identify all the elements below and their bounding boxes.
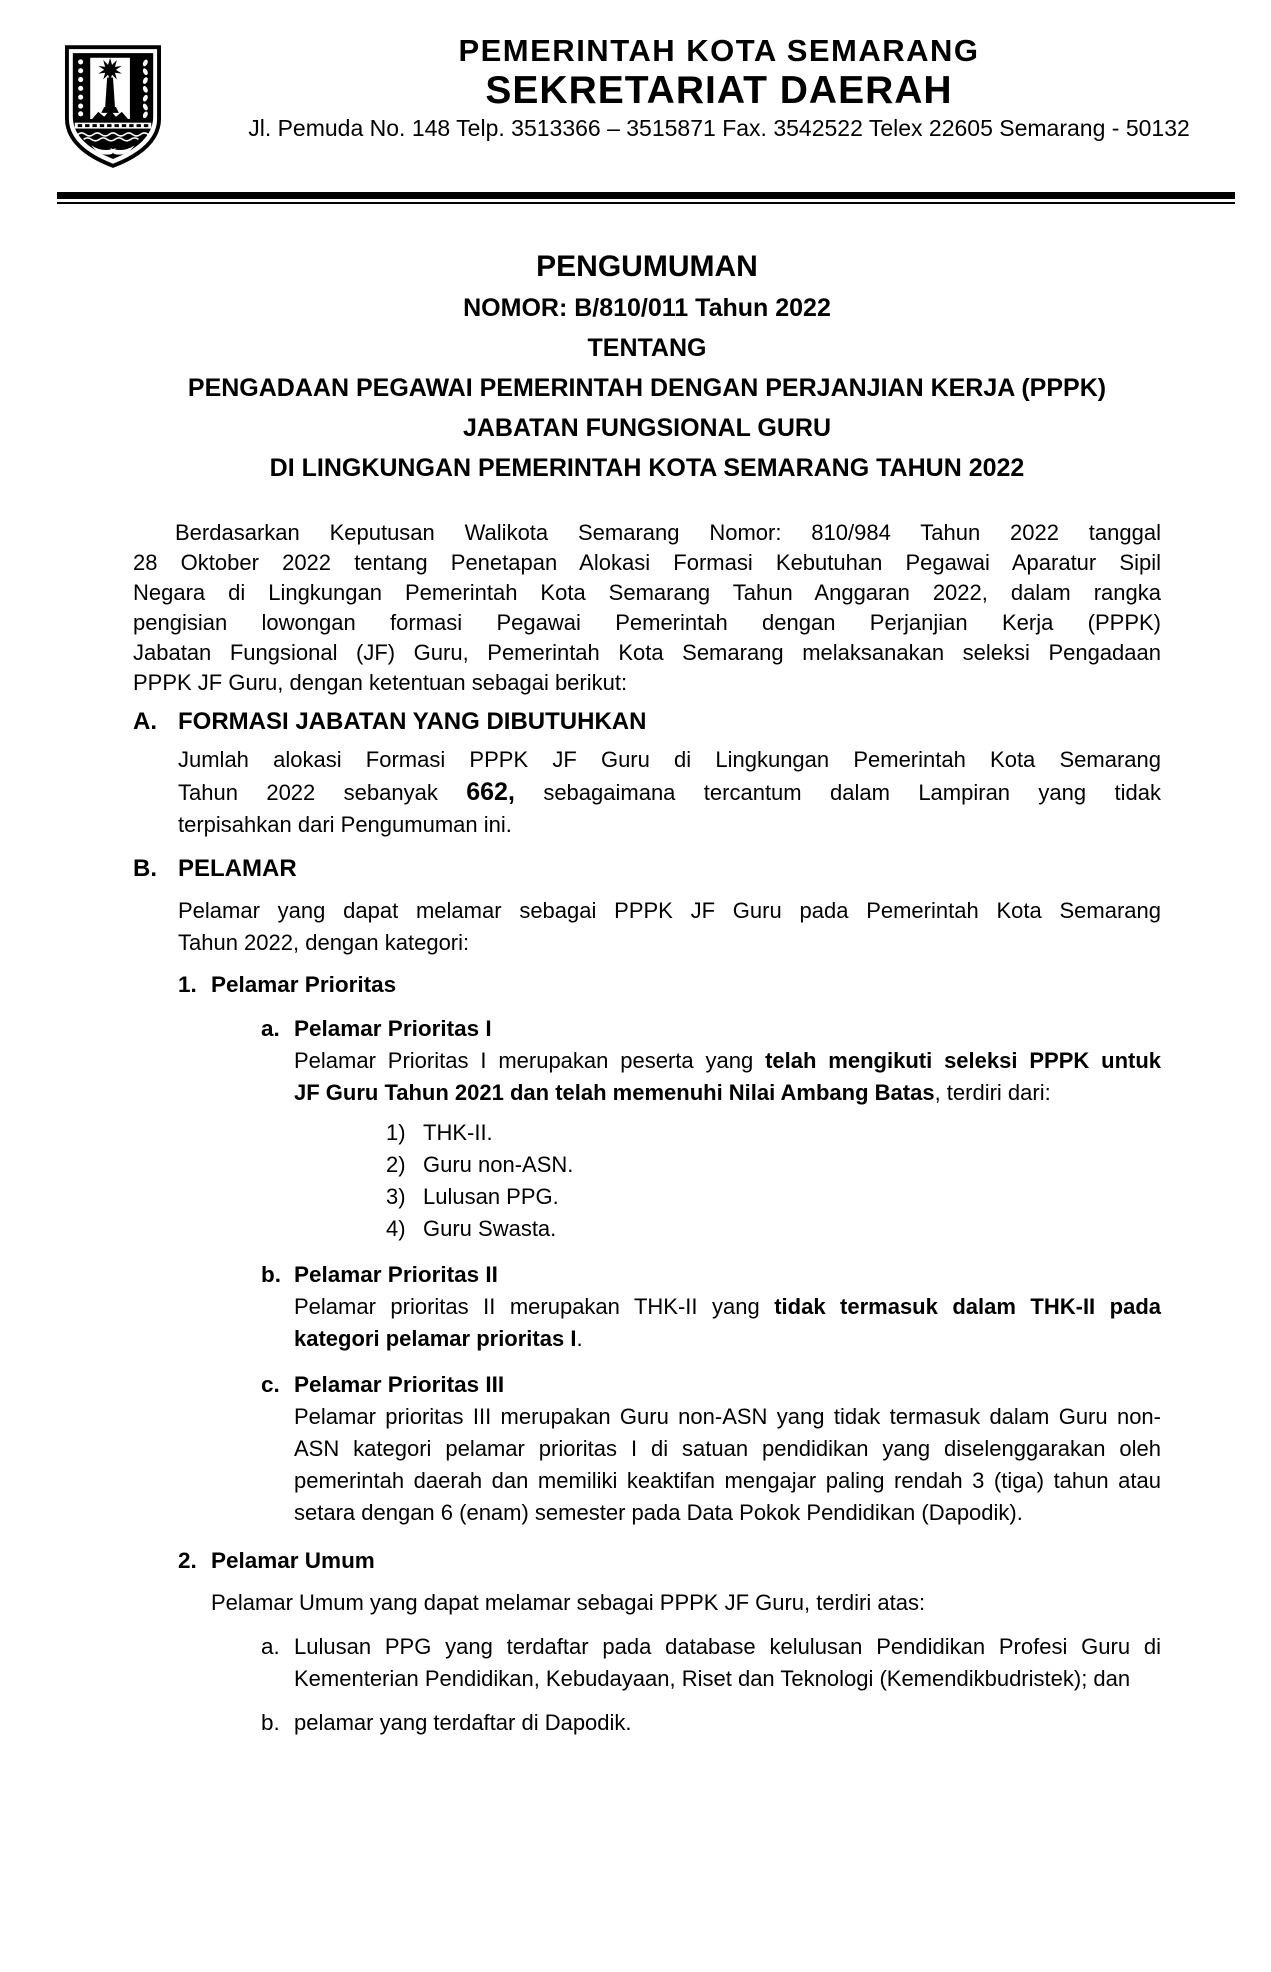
sub-b-line [294,1291,1161,1323]
item-1-heading [178,969,1161,1001]
sub-b-letter: b. [261,1262,281,1287]
sub-c-line: pemerintah daerah dan memiliki keaktifan mengajar paling rendah 3 (tiga) tahun atau [294,1468,1161,1493]
section-b-label: B. [133,855,157,882]
section-b-intro-line: Tahun 2022, dengan kategori: [178,930,470,955]
sub-c-line: ASN kategori pelamar prioritas I di satuan pendidikan yang diselenggarakan oleh [294,1436,1161,1461]
sub-a-bold-run: JF Guru Tahun 2021 dan telah memenuhi Nilai Ambang Batas [294,1080,935,1105]
sub-b-bold-run: kategori pelamar prioritas I [294,1326,577,1351]
sub-b-heading [261,1259,1161,1291]
sublist-item-text: Guru non-ASN. [423,1152,574,1177]
document-number: NOMOR: B/810/011 Tahun 2022 [463,294,831,322]
section-a-line: terpisahkan dari Pengumuman ini. [178,812,512,837]
sublist-item-number: 2) [386,1152,406,1177]
umum-a-letter: a. [261,1634,280,1659]
section-a-heading [133,706,1161,738]
subject-line-3: DI LINGKUNGAN PEMERINTAH KOTA SEMARANG TAHUN 2022 [269,454,1025,482]
intro-line: pengisian lowongan formasi Pegawai Pemerintah dengan Perjanjian Kerja (PPPK) [133,610,1161,635]
sub-a-title: Pelamar Prioritas I [294,1016,492,1041]
semarang-city-emblem-logo [64,44,162,170]
sub-a-bold-run: telah mengikuti seleksi PPPK untuk [765,1048,1162,1073]
sub-item-prioritas-2 [261,1259,1161,1355]
section-a-line: Jumlah alokasi Formasi PPPK JF Guru di Lingkungan Pemerintah Kota Semarang [178,747,1161,772]
item-2-number: 2. [178,1548,197,1573]
sublist-item-text: THK-II. [423,1120,493,1145]
umum-a-row [261,1631,1161,1695]
subject-line-2: JABATAN FUNGSIONAL GURU [462,414,832,442]
sublist-item-number: 1) [386,1120,406,1145]
about-line: TENTANG [587,334,707,362]
sublist-item [386,1117,1161,1149]
section-b-intro [178,895,1161,959]
section-a-body [178,744,1161,841]
sub-c-line: setara dengan 6 (enam) semester pada Data Pokok Pendidikan (Dapodik). [294,1500,1023,1525]
list-item-pelamar-prioritas [178,969,1161,1529]
divider-thin-line [57,202,1235,204]
item-1-title: Pelamar Prioritas [211,972,397,997]
sublist-item-text: Lulusan PPG. [423,1184,559,1209]
sub-c-letter: c. [261,1372,280,1397]
umum-a-text [294,1631,1161,1695]
sub-b-bold-run: tidak termasuk dalam THK-II pada [774,1294,1161,1319]
sub-c-line: Pelamar prioritas III merupakan Guru non-ASN yang tidak termasuk dalam Guru non- [294,1404,1161,1429]
sub-c-title: Pelamar Prioritas III [294,1372,505,1397]
intro-line: Negara di Lingkungan Pemerintah Kota Semarang Tahun Anggaran 2022, dalam rangka [133,580,1161,605]
item-1-number: 1. [178,972,197,997]
document-title: PENGUMUMAN [536,250,758,283]
title-block [133,250,1161,488]
sublist-item-number: 4) [386,1216,406,1241]
section-a-text-run: sebagaimana tercantum dalam Lampiran yang tidak [514,780,1162,805]
sub-a-text-run: Pelamar Prioritas I merupakan peserta yang [294,1048,766,1073]
section-b-heading-text: PELAMAR [178,855,297,882]
divider-thick-line [57,192,1235,199]
letterhead-divider [57,192,1235,204]
section-a-heading-text: FORMASI JABATAN YANG DIBUTUHKAN [178,708,647,735]
sub-a-heading [261,1013,1161,1045]
sub-a-line [294,1077,1161,1109]
umum-b-letter: b. [261,1710,280,1735]
sublist-item-number: 3) [386,1184,406,1209]
letterhead-text [175,32,1263,142]
sub-item-prioritas-3 [261,1369,1161,1529]
item-2-title: Pelamar Umum [211,1548,375,1573]
umum-b-line: pelamar yang terdaftar di Dapodik. [294,1710,632,1735]
subject-line-1: PENGADAAN PEGAWAI PEMERINTAH DENGAN PERJANJIAN KERJA (PPPK) [187,374,1107,402]
sub-c-body [294,1401,1161,1529]
priority-1-sublist [386,1117,1161,1245]
address-line: Jl. Pemuda No. 148 Telp. 3513366 – 3515871 Fax. 3542522 Telex 22605 Semarang - 50132 [248,115,1190,141]
intro-line: 28 Oktober 2022 tentang Penetapan Alokasi Formasi Kebutuhan Pegawai Aparatur Sipil [133,550,1161,575]
agency-name: PEMERINTAH KOTA SEMARANG [458,33,980,68]
umum-a-line: Lulusan PPG yang terdaftar pada database kelulusan Pendidikan Profesi Guru di [294,1634,1161,1659]
item-2-intro [211,1587,1161,1619]
sub-a-text-run: , terdiri dari: [934,1080,1051,1105]
intro-line: Jabatan Fungsional (JF) Guru, Pemerintah Kota Semarang melaksanakan seleksi Pengadaan [133,640,1161,665]
sub-b-line [294,1323,1161,1355]
sub-a-body [294,1045,1161,1109]
sublist-item [386,1181,1161,1213]
sub-c-heading [261,1369,1161,1401]
sublist-item-text: Guru Swasta. [423,1216,557,1241]
sub-a-line [294,1045,1161,1077]
sublist-item [386,1213,1161,1245]
document-body [133,250,1161,1739]
formation-count: 662, [466,778,515,806]
umum-item-b [261,1707,1161,1739]
sub-a-letter: a. [261,1016,280,1041]
section-b-intro-line: Pelamar yang dapat melamar sebagai PPPK JF Guru pada Pemerintah Kota Semarang [178,898,1161,923]
section-a-text-run: Tahun 2022 sebanyak [178,780,467,805]
list-item-pelamar-umum [178,1545,1161,1739]
intro-line: PPPK JF Guru, dengan ketentuan sebagai berikut: [133,670,628,695]
sub-b-text-run: Pelamar prioritas II merupakan THK-II yang [294,1294,775,1319]
item-2-heading [178,1545,1161,1577]
section-a-line [178,776,1161,809]
sub-b-title: Pelamar Prioritas II [294,1262,498,1287]
sub-b-text-run: . [576,1326,583,1351]
intro-line: Berdasarkan Keputusan Walikota Semarang Nomor: 810/984 Tahun 2022 tanggal [175,520,1161,545]
umum-b-text [294,1707,1161,1739]
sub-b-body [294,1291,1161,1355]
department-name: SEKRETARIAT DAERAH [485,69,953,112]
item-2-intro-line: Pelamar Umum yang dapat melamar sebagai PPPK JF Guru, terdiri atas: [211,1590,926,1615]
umum-b-row [261,1707,1161,1739]
letterhead [0,0,1271,192]
section-b-heading [133,853,1161,885]
umum-item-a [261,1631,1161,1695]
intro-paragraph [133,518,1161,698]
sublist-item [386,1149,1161,1181]
section-a [133,706,1161,841]
section-a-label: A. [133,708,157,735]
umum-a-line: Kementerian Pendidikan, Kebudayaan, Riset dan Teknologi (Kemendikbudristek); dan [294,1666,1131,1691]
section-b [133,853,1161,1739]
sub-item-prioritas-1 [261,1013,1161,1245]
